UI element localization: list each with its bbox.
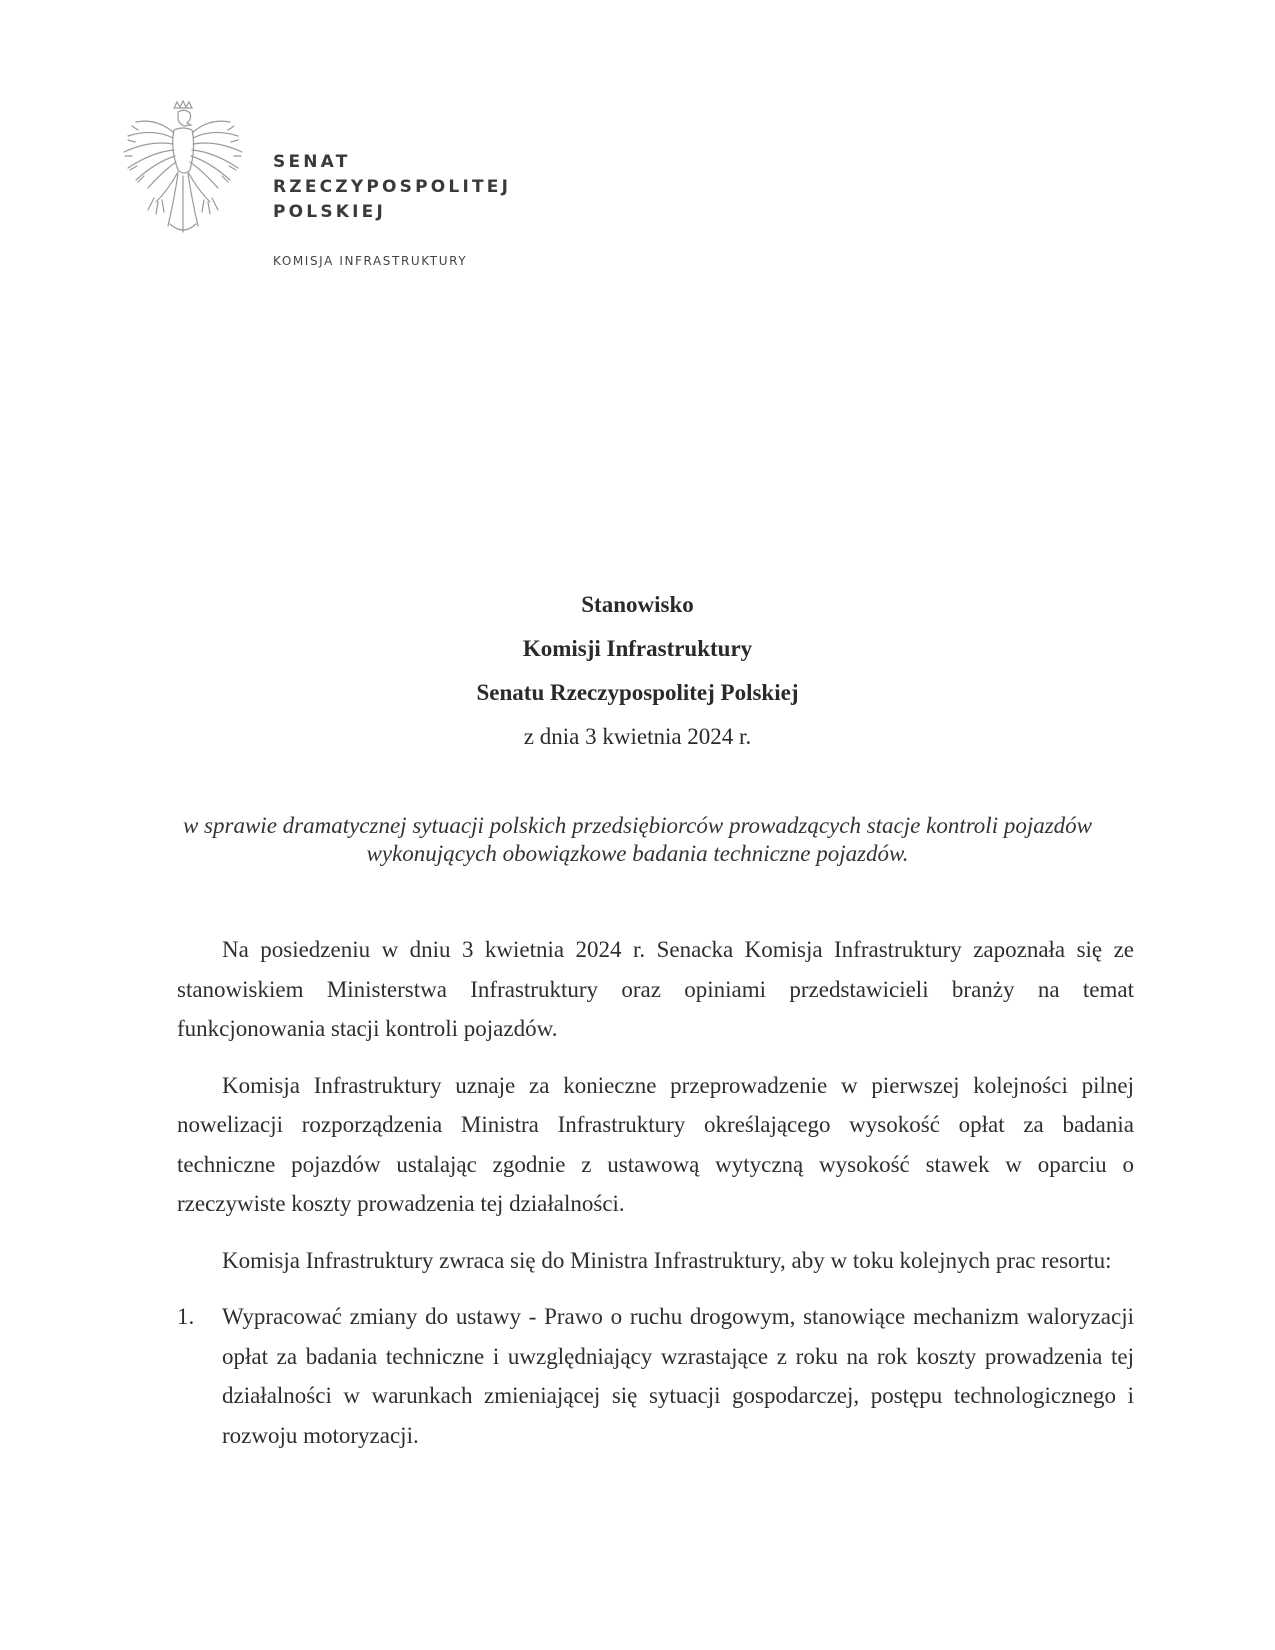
heading-senate: Senatu Rzeczypospolitej Polskiej: [476, 680, 799, 705]
list-item: [177, 1297, 1134, 1455]
senate-name-line: RZECZYPOSPOLITEJ: [273, 177, 512, 197]
body-paragraph: Komisja Infrastruktury uznaje za konieczne przeprowadzenie w pierwszej kolejności pilnej nowelizacji rozporządzenia Ministra Infrastruktury określającego wysokość opłat za badania techniczne pojazdów ustalając zgodnie z ustawową wytyczną wysokość stawek w oparciu o rzeczywiste koszty prowadzenia tej działalności.: [177, 1072, 1134, 1216]
heading-title: Stanowisko: [581, 592, 694, 617]
list-item-text: Wypracować zmiany do ustawy - Prawo o ruchu drogowym, stanowiące mechanizm waloryzacji opłat za badania techniczne i uwzględniający wzrastające z roku na rok koszty prowadzenia tej działalności w warunkach zmieniającej się sytuacji gospodarczej, postępu technologicznego i rozwoju motoryzacji.: [222, 1304, 1134, 1448]
committee-name: KOMISJA INFRASTRUKTURY: [273, 254, 468, 268]
body-paragraph: Na posiedzeniu w dniu 3 kwietnia 2024 r. Senacka Komisja Infrastruktury zapoznała się ze stanowiskiem Ministerstwa Infrastruktury oraz opiniami przedstawicieli branży na temat funkcjonowania stacji kontroli pojazdów.: [177, 937, 1134, 1041]
heading-date: z dnia 3 kwietnia 2024 r.: [523, 724, 752, 749]
list-item-number: 1.: [177, 1304, 195, 1329]
senate-name-line: SENAT: [273, 152, 351, 172]
senate-name-line: POLSKIEJ: [273, 202, 387, 222]
senate-name: [273, 150, 511, 225]
letterhead: [118, 100, 538, 280]
polish-eagle-emblem-icon: [118, 100, 248, 240]
document-subject: w sprawie dramatycznej sytuacji polskich przedsiębiorców prowadzących stacje kontroli pojazdów wykonujących obowiązkowe badania techniczne pojazdów.: [182, 813, 1093, 866]
heading-committee: Komisji Infrastruktury: [522, 636, 753, 661]
document-heading: [0, 583, 1275, 759]
document-body: [177, 930, 1134, 1455]
body-paragraph: Komisja Infrastruktury zwraca się do Ministra Infrastruktury, aby w toku kolejnych prac resortu:: [222, 1247, 1112, 1273]
